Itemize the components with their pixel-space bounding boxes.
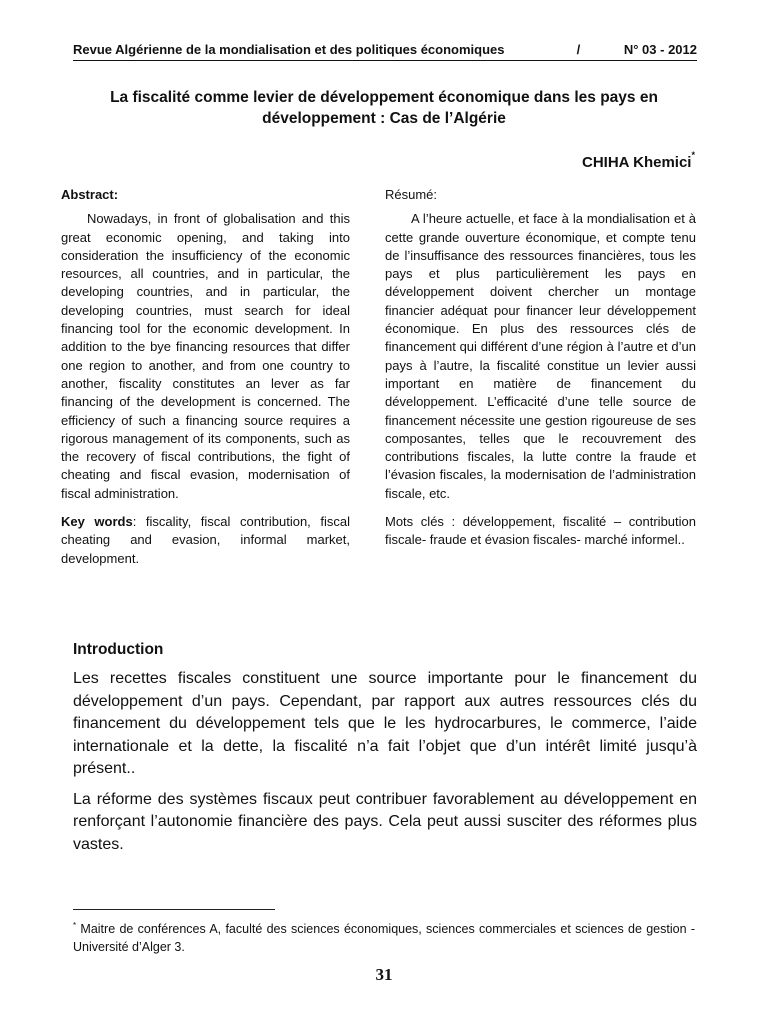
footnote-mark: * — [73, 921, 77, 930]
introduction-paragraph-2: La réforme des systèmes fiscaux peut contribuer favorablement au développement en renforçant l’autonomie financière des pays. Cela peut aussi susciter des réformes plus vastes. — [73, 790, 697, 853]
abstract-keywords — [61, 513, 350, 568]
issue-info — [577, 42, 697, 57]
resume-text: A l’heure actuelle, et face à la mondialisation et à cette grande ouverture économique, et compte tenu de l’insuffisance des ressources financières, tous les pays et plus particulièrement les pays en développement doivent chercher un montage financier adéquat pour financer leur développement économique. En plus des ressources clés de financement qui différent d’une région à l’autre et d’un pays à l’autre, la fiscalité constitue un levier aussi important en matière de financement du développement. L’efficacité d’une telle source de financement nécessite une gestion rigoureuse de ses composantes, telles que le recouvrement des contributions fiscales, la lutte contre la fraude et l’évasion fiscales, la modernisation de l’administration fiscale, etc. — [385, 211, 696, 501]
issue-number: N° 03 - 2012 — [623, 42, 697, 57]
author-name: CHIHA Khemici — [582, 154, 692, 171]
author — [582, 150, 695, 171]
article-title: La fiscalité comme levier de développement économique dans les pays en développement : Cas de l’Algérie — [110, 89, 658, 127]
header-separator: / — [576, 42, 581, 57]
abstract-text: Nowadays, in front of globalisation and this great economic opening, and taking into consideration the insufficiency of the economic resources, all countries, and in particular, the developing countries, and in particular, the developing countries, must search for ideal financing tool for the economic development. In addition to the bye financing resources that differ one region to another, and from one country to another, fiscality constitutes an lever as far financing of the development is concerned. The efficiency of such a financing source requires a rigorous management of its components, such as the recovery of fiscal contributions, the fight of cheating and fiscal evasion, modernisation of fiscal administration. — [61, 211, 350, 501]
resume-keywords: Mots clés : développement, fiscalité – contribution fiscale- fraude et évasion fiscales- marché informel.. — [385, 514, 696, 548]
author-footnote-mark[interactable]: * — [691, 150, 695, 160]
introduction-paragraph-1: Les recettes fiscales constituent une source importante pour le financement du développement d’un pays. Cependant, par rapport aux autres ressources clés du financement du développement tels que le les hydrocarbures, le commerce, l’aide internationale et la dette, la fiscalité n’a fait l’objet que d’un intérêt limité jusqu’à présent.. — [73, 670, 697, 777]
resume-column — [385, 186, 696, 550]
footnote — [73, 917, 695, 956]
abstract-heading: Abstract: — [61, 187, 119, 202]
journal-title: Revue Algérienne de la mondialisation et des politiques économiques — [73, 42, 505, 57]
page-number: 31 — [375, 965, 393, 984]
introduction-heading: Introduction — [73, 641, 164, 658]
keywords-label: Key words — [61, 514, 133, 530]
running-header — [73, 42, 697, 61]
keywords-text: : fiscality, fiscal contribution, fiscal cheating and evasion, informal market, development. — [61, 514, 350, 566]
footnote-rule — [73, 909, 275, 910]
footnote-text: Maitre de conférences A, faculté des sciences économiques, sciences commerciales et sciences de gestion - Université d’Alger 3. — [73, 922, 695, 955]
introduction-body — [73, 668, 697, 864]
abstract-column — [61, 186, 350, 568]
resume-heading: Résumé: — [385, 187, 438, 202]
